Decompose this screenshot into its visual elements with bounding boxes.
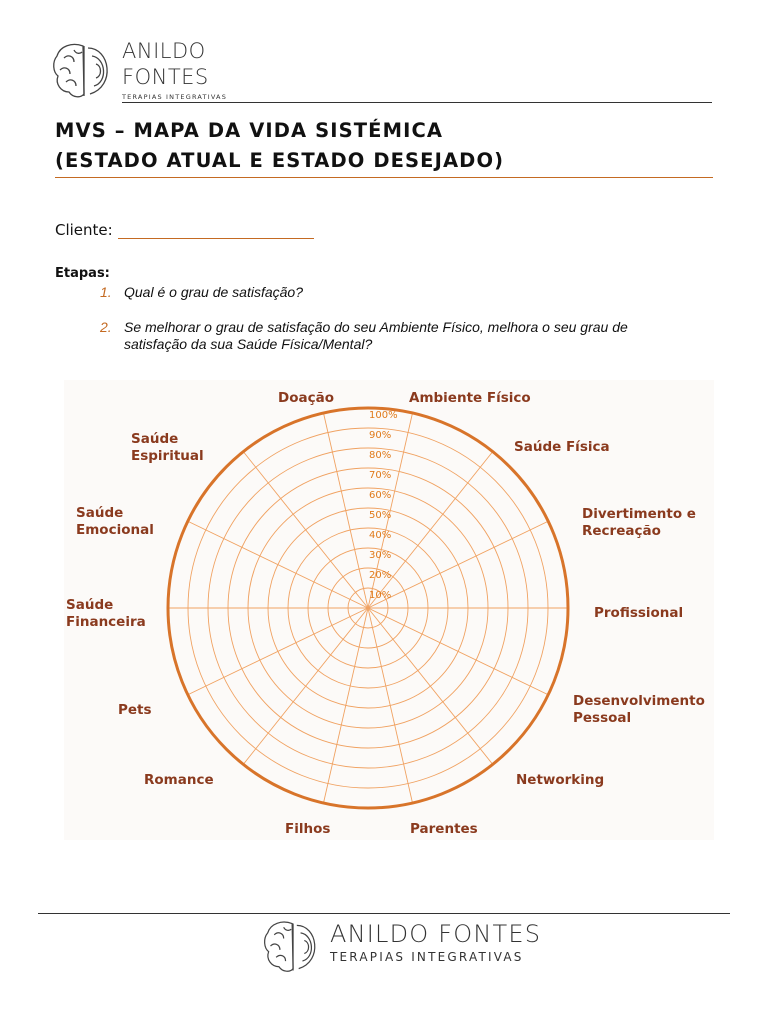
wheel-segment-label: Saúde Física [514, 439, 610, 455]
step-2-number: 2. [100, 319, 112, 335]
wheel-segment-label: Filhos [285, 821, 331, 837]
step-2-text: Se melhorar o grau de satisfação do seu Ambiente Físico, melhora o seu grau de [124, 319, 628, 335]
wheel-percent-label: 60% [369, 490, 392, 501]
wheel-segment-label: Espiritual [131, 448, 204, 464]
step-1 [100, 284, 303, 301]
wheel-percent-label: 90% [369, 430, 392, 441]
page-title [55, 116, 504, 176]
wheel-percent-label: 40% [369, 530, 392, 541]
step-2 [100, 319, 720, 352]
wheel-segment-label: Recreação [582, 523, 661, 539]
wheel-segment-label: Romance [144, 772, 214, 788]
life-wheel [64, 380, 714, 840]
wheel-spoke [323, 608, 368, 803]
step-1-text: Qual é o grau de satisfação? [124, 284, 304, 300]
wheel-segment-label: Financeira [66, 614, 146, 630]
wheel-segment-label: Saúde [66, 597, 114, 613]
brand-name-full: ANILDO FONTES [330, 920, 542, 948]
brain-logo-icon [50, 38, 120, 104]
wheel-segment-label: Emocional [76, 522, 154, 538]
wheel-spoke [368, 521, 548, 608]
wheel-segment-label: Saúde [76, 505, 124, 521]
wheel-percent-label: 30% [369, 550, 392, 561]
life-wheel-area [64, 380, 714, 840]
brand-name-line1: ANILDO [122, 39, 206, 63]
wheel-spoke [188, 521, 368, 608]
brand-tagline-bottom: TERAPIAS INTEGRATIVAS [330, 950, 524, 964]
wheel-spoke [368, 608, 548, 695]
wheel-spoke [368, 608, 413, 803]
wheel-segment-label: Saúde [131, 431, 179, 447]
wheel-segment-label: Profissional [594, 605, 684, 621]
wheel-spoke [323, 413, 368, 608]
brand-tagline: TERAPIAS INTEGRATIVAS [122, 93, 228, 101]
brand-name-line2: FONTES [122, 65, 209, 89]
title-divider [55, 177, 713, 178]
steps-heading: Etapas: [55, 266, 110, 281]
wheel-segment-label: Networking [516, 772, 605, 788]
wheel-segment-label: Doação [278, 390, 334, 406]
wheel-segment-label: Pessoal [573, 710, 632, 726]
title-line-1: MVS – MAPA DA VIDA SISTÉMICA [55, 119, 444, 142]
wheel-percent-label: 100% [369, 410, 398, 421]
wheel-segment-label: Ambiente Físico [409, 390, 531, 406]
wheel-segment-label: Desenvolvimento [573, 693, 705, 709]
wheel-percent-label: 50% [369, 510, 392, 521]
wheel-segment-label: Pets [118, 702, 152, 718]
wheel-percent-label: 80% [369, 450, 392, 461]
client-name-field[interactable] [118, 238, 314, 239]
wheel-percent-label: 20% [369, 570, 392, 581]
brain-logo-icon [259, 916, 329, 978]
client-label: Cliente: [55, 221, 113, 239]
wheel-spoke [188, 608, 368, 695]
wheel-segment-label: Divertimento e [582, 506, 696, 522]
wheel-percent-label: 10% [369, 590, 392, 601]
brand-wordmark-bottom [330, 920, 541, 964]
step-1-number: 1. [100, 284, 112, 300]
wheel-segment-label: Parentes [410, 821, 478, 837]
title-line-2: (ESTADO ATUAL E ESTADO DESEJADO) [55, 149, 505, 172]
step-2-text-continued: satisfação da sua Saúde Física/Mental? [124, 336, 373, 352]
header-divider [122, 102, 712, 103]
wheel-percent-label: 70% [369, 470, 392, 481]
